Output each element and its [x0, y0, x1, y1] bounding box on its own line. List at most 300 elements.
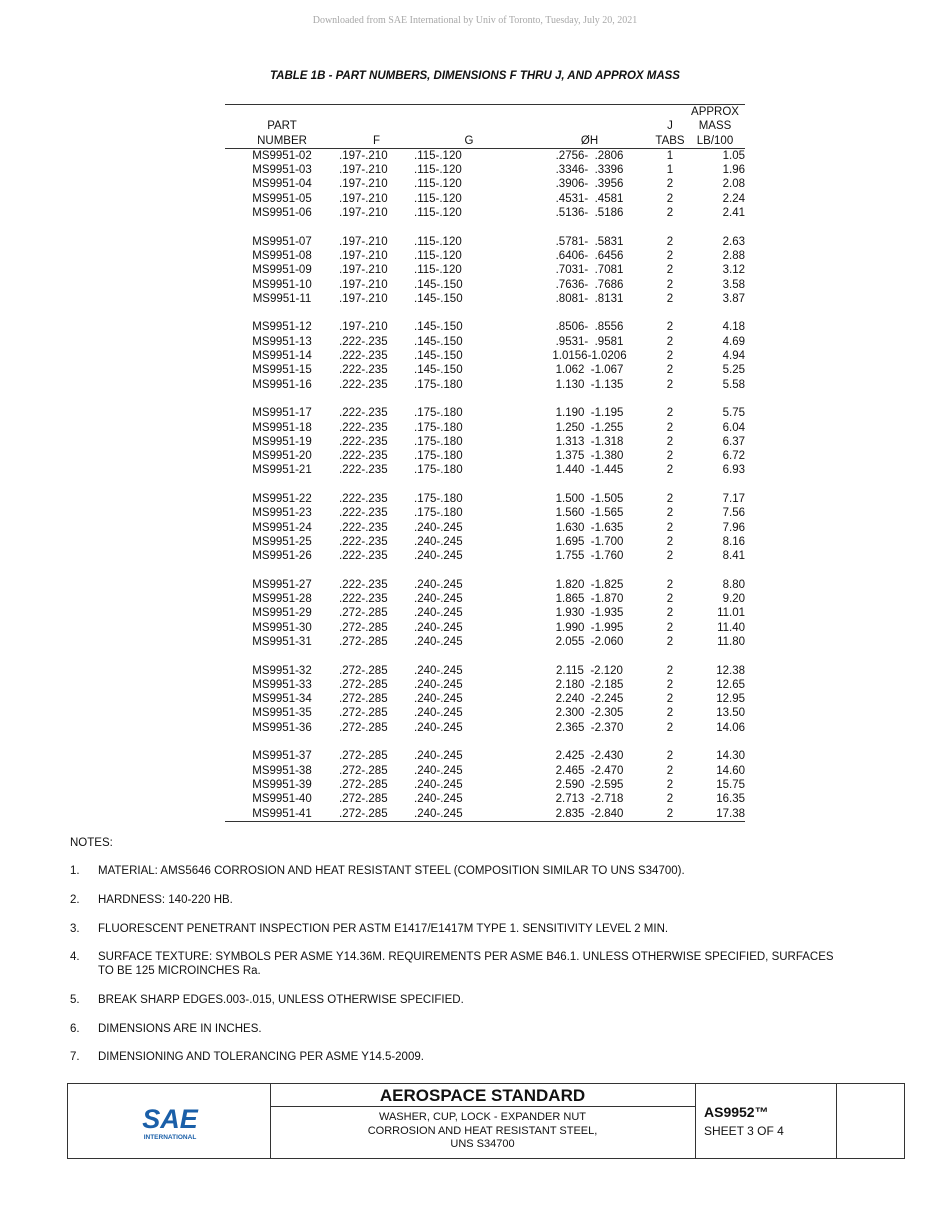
cell-mass: 6.04 [722, 421, 745, 434]
cell-f: .197-.210 [339, 249, 388, 262]
cell-mass: 3.58 [722, 278, 745, 291]
note-item [70, 1050, 850, 1064]
cell-mass: 5.75 [722, 407, 745, 420]
table-row [225, 278, 745, 292]
title-block-blank-cell [836, 1084, 904, 1158]
table-row [225, 492, 745, 506]
cell-j-tabs: 2 [666, 378, 674, 391]
cell-g: .240-.245 [414, 521, 463, 534]
cell-h: 2.180 -2.185 [555, 678, 624, 691]
cell-f: .222-.235 [339, 407, 388, 420]
cell-h: 2.425 -2.430 [555, 750, 624, 763]
table-row [225, 449, 745, 463]
cell-g: .240-.245 [414, 550, 463, 563]
cell-g: .145-.150 [414, 292, 463, 305]
cell-h: 1.930 -1.935 [555, 607, 624, 620]
cell-part-number: MS9951-04 [252, 178, 312, 191]
cell-part-number: MS9951-32 [252, 664, 312, 677]
cell-f: .197-.210 [339, 235, 388, 248]
cell-f: .272-.285 [339, 721, 388, 734]
table-row [225, 521, 745, 535]
table-row [225, 421, 745, 435]
table-row [225, 378, 745, 392]
cell-f: .222-.235 [339, 335, 388, 348]
cell-mass: 11.40 [717, 621, 745, 634]
cell-g: .240-.245 [414, 535, 463, 548]
cell-part-number: MS9951-24 [252, 521, 312, 534]
cell-part-number: MS9951-31 [252, 635, 312, 648]
cell-f: .197-.210 [339, 264, 388, 277]
table-row [225, 206, 745, 220]
cell-mass: 7.17 [722, 493, 745, 506]
cell-g: .175-.180 [414, 493, 463, 506]
cell-mass: 2.24 [722, 192, 745, 205]
cell-j-tabs: 2 [666, 507, 674, 520]
cell-h: .7636- .7686 [555, 278, 624, 291]
cell-part-number: MS9951-23 [252, 507, 312, 520]
table-header-row [225, 105, 745, 149]
cell-g: .175-.180 [414, 407, 463, 420]
cell-j-tabs: 2 [666, 292, 674, 305]
cell-mass: 7.56 [722, 507, 745, 520]
cell-j-tabs: 1 [666, 149, 674, 162]
cell-h: .3906- .3956 [555, 178, 624, 191]
cell-j-tabs: 2 [666, 664, 674, 677]
cell-part-number: MS9951-17 [252, 407, 312, 420]
cell-f: .222-.235 [339, 593, 388, 606]
cell-mass: 5.25 [722, 364, 745, 377]
cell-mass: 6.72 [722, 450, 745, 463]
cell-h: 1.313 -1.318 [555, 435, 624, 448]
cell-mass: 4.94 [722, 350, 745, 363]
cell-part-number: MS9951-30 [252, 621, 312, 634]
note-item [70, 993, 850, 1007]
table-body [225, 148, 745, 821]
document-number: AS9952™ [704, 1104, 769, 1120]
group-spacer [225, 649, 745, 663]
sae-logo [138, 1102, 202, 1142]
cell-j-tabs: 2 [666, 607, 674, 620]
note-text: DIMENSIONING AND TOLERANCING PER ASME Y14.5-2009. [98, 1051, 424, 1063]
cell-h: 2.465 -2.470 [555, 764, 624, 777]
cell-g: .115-.120 [414, 235, 462, 248]
note-text: HARDNESS: 140-220 HB. [98, 894, 233, 906]
cell-f: .197-.210 [339, 207, 388, 220]
cell-g: .145-.150 [414, 278, 463, 291]
cell-g: .175-.180 [414, 421, 463, 434]
cell-h: .9531- .9581 [555, 335, 624, 348]
cell-j-tabs: 2 [666, 635, 674, 648]
cell-j-tabs: 2 [666, 350, 674, 363]
table-row [225, 506, 745, 520]
cell-g: .175-.180 [414, 435, 463, 448]
table-row [225, 606, 745, 620]
table-row [225, 163, 745, 177]
cell-mass: 8.16 [722, 535, 745, 548]
cell-f: .222-.235 [339, 578, 388, 591]
table-row [225, 292, 745, 306]
cell-mass: 1.05 [722, 149, 745, 162]
cell-mass: 4.69 [722, 335, 745, 348]
table-row [225, 363, 745, 377]
cell-f: .197-.210 [339, 149, 388, 162]
table-title: TABLE 1B - PART NUMBERS, DIMENSIONS F THRU J, AND APPROX MASS [270, 70, 680, 82]
cell-mass: 12.38 [716, 664, 745, 677]
note-number: 1. [70, 865, 80, 877]
cell-part-number: MS9951-26 [252, 550, 312, 563]
table-row [225, 263, 745, 277]
table-row [225, 535, 745, 549]
cell-part-number: MS9951-10 [252, 278, 312, 291]
cell-f: .272-.285 [339, 764, 388, 777]
cell-f: .222-.235 [339, 521, 388, 534]
aerospace-standard-heading: AEROSPACE STANDARD [270, 1084, 695, 1107]
cell-j-tabs: 2 [666, 807, 674, 820]
note-text: SURFACE TEXTURE: SYMBOLS PER ASME Y14.36M. REQUIREMENTS PER ASME B46.1. UNLESS OTHERWISE SPECIFIED, SURFACES TO BE 125 MICROINCHES Ra. [98, 951, 834, 977]
cell-g: .240-.245 [414, 778, 463, 791]
cell-j-tabs: 2 [666, 192, 674, 205]
note-text: MATERIAL: AMS5646 CORROSION AND HEAT RESISTANT STEEL (COMPOSITION SIMILAR TO UNS S34700). [98, 865, 685, 877]
cell-part-number: MS9951-09 [252, 264, 312, 277]
cell-part-number: MS9951-06 [252, 207, 312, 220]
cell-j-tabs: 2 [666, 621, 674, 634]
cell-h: 1.990 -1.995 [555, 621, 624, 634]
cell-mass: 8.41 [722, 550, 745, 563]
cell-f: .222-.235 [339, 450, 388, 463]
cell-j-tabs: 2 [666, 464, 674, 477]
table-row [225, 749, 745, 763]
cell-g: .115-.120 [414, 249, 462, 262]
note-number: 4. [70, 951, 80, 963]
group-spacer [225, 735, 745, 749]
cell-g: .145-.150 [414, 335, 463, 348]
cell-h: 1.130 -1.135 [555, 378, 624, 391]
sae-logo-subtext: INTERNATIONAL [143, 1134, 197, 1141]
header-j-tabs: J TABS [655, 105, 685, 149]
cell-f: .222-.235 [339, 507, 388, 520]
cell-h: 2.055 -2.060 [555, 635, 624, 648]
table-row [225, 235, 745, 249]
cell-j-tabs: 2 [666, 593, 674, 606]
cell-h: 2.835 -2.840 [555, 807, 624, 820]
cell-g: .145-.150 [414, 364, 463, 377]
cell-mass: 16.35 [716, 793, 745, 806]
cell-j-tabs: 2 [666, 335, 674, 348]
cell-mass: 12.65 [716, 678, 745, 691]
description-line: WASHER, CUP, LOCK - EXPANDER NUT [379, 1111, 586, 1123]
cell-part-number: MS9951-34 [252, 693, 312, 706]
cell-g: .175-.180 [414, 507, 463, 520]
cell-mass: 13.50 [716, 707, 745, 720]
header-part-number: PART NUMBER [225, 105, 339, 149]
cell-g: .240-.245 [414, 578, 463, 591]
cell-g: .240-.245 [414, 750, 463, 763]
sheet-number: SHEET 3 OF 4 [704, 1124, 784, 1138]
cell-mass: 11.80 [717, 635, 745, 648]
cell-j-tabs: 1 [666, 164, 674, 177]
cell-mass: 6.93 [722, 464, 745, 477]
cell-h: 2.240 -2.245 [555, 693, 624, 706]
cell-part-number: MS9951-33 [252, 678, 312, 691]
cell-f: .272-.285 [339, 607, 388, 620]
cell-mass: 7.96 [722, 521, 745, 534]
cell-f: .222-.235 [339, 493, 388, 506]
cell-part-number: MS9951-38 [252, 764, 312, 777]
cell-h: .3346- .3396 [555, 164, 624, 177]
cell-h: .5781- .5831 [555, 235, 624, 248]
cell-f: .222-.235 [339, 421, 388, 434]
cell-h: 2.365 -2.370 [555, 721, 624, 734]
group-spacer [225, 564, 745, 578]
cell-h: 2.590 -2.595 [555, 778, 624, 791]
cell-mass: 3.87 [722, 292, 745, 305]
cell-g: .240-.245 [414, 664, 463, 677]
cell-g: .240-.245 [414, 635, 463, 648]
cell-f: .222-.235 [339, 364, 388, 377]
cell-h: .2756- .2806 [555, 149, 624, 162]
part-description [270, 1111, 695, 1152]
cell-j-tabs: 2 [666, 778, 674, 791]
cell-part-number: MS9951-41 [252, 807, 312, 820]
table-row [225, 706, 745, 720]
cell-part-number: MS9951-19 [252, 435, 312, 448]
cell-f: .197-.210 [339, 178, 388, 191]
table-row [225, 192, 745, 206]
table-row [225, 549, 745, 563]
cell-mass: 2.08 [722, 178, 745, 191]
cell-j-tabs: 2 [666, 249, 674, 262]
cell-f: .197-.210 [339, 321, 388, 334]
cell-g: .240-.245 [414, 607, 463, 620]
cell-j-tabs: 2 [666, 207, 674, 220]
cell-part-number: MS9951-20 [252, 450, 312, 463]
cell-j-tabs: 2 [666, 750, 674, 763]
cell-f: .272-.285 [339, 793, 388, 806]
cell-h: 1.250 -1.255 [555, 421, 624, 434]
cell-f: .222-.235 [339, 435, 388, 448]
cell-j-tabs: 2 [666, 693, 674, 706]
cell-f: .272-.285 [339, 635, 388, 648]
cell-part-number: MS9951-39 [252, 778, 312, 791]
cell-h: 1.0156-1.0206 [552, 350, 627, 363]
note-number: 2. [70, 894, 80, 906]
cell-f: .272-.285 [339, 778, 388, 791]
cell-f: .197-.210 [339, 192, 388, 205]
cell-f: .197-.210 [339, 164, 388, 177]
cell-g: .115-.120 [414, 264, 462, 277]
sae-logo-wordmark: SAE [142, 1104, 198, 1134]
group-spacer [225, 220, 745, 234]
cell-j-tabs: 2 [666, 178, 674, 191]
cell-part-number: MS9951-36 [252, 721, 312, 734]
parts-table [225, 104, 745, 822]
title-block [67, 1083, 905, 1159]
cell-j-tabs: 2 [666, 435, 674, 448]
table-row [225, 592, 745, 606]
cell-part-number: MS9951-15 [252, 364, 312, 377]
cell-h: 1.062 -1.067 [555, 364, 624, 377]
table-row [225, 778, 745, 792]
cell-mass: 2.63 [722, 235, 745, 248]
cell-g: .115-.120 [414, 164, 462, 177]
table-row [225, 678, 745, 692]
cell-h: .8081- .8131 [555, 292, 624, 305]
cell-part-number: MS9951-28 [252, 593, 312, 606]
table-row [225, 435, 745, 449]
note-number: 7. [70, 1051, 80, 1063]
table-row [225, 621, 745, 635]
note-item [70, 864, 850, 878]
cell-mass: 14.06 [716, 721, 745, 734]
cell-j-tabs: 2 [666, 407, 674, 420]
cell-mass: 2.88 [722, 249, 745, 262]
cell-part-number: MS9951-14 [252, 350, 312, 363]
cell-part-number: MS9951-21 [252, 464, 312, 477]
cell-mass: 14.60 [716, 764, 745, 777]
cell-g: .115-.120 [414, 192, 462, 205]
table-row [225, 764, 745, 778]
note-text: BREAK SHARP EDGES.003-.015, UNLESS OTHERWISE SPECIFIED. [98, 994, 464, 1006]
table-row [225, 792, 745, 806]
cell-f: .222-.235 [339, 464, 388, 477]
cell-h: .5136- .5186 [555, 207, 624, 220]
cell-j-tabs: 2 [666, 264, 674, 277]
cell-f: .272-.285 [339, 678, 388, 691]
table-row [225, 320, 745, 334]
cell-g: .240-.245 [414, 693, 463, 706]
description-line: CORROSION AND HEAT RESISTANT STEEL, [367, 1124, 598, 1137]
table-row [225, 807, 745, 822]
cell-j-tabs: 2 [666, 321, 674, 334]
cell-h: 1.440 -1.445 [555, 464, 624, 477]
cell-g: .240-.245 [414, 793, 463, 806]
cell-g: .240-.245 [414, 621, 463, 634]
cell-g: .240-.245 [414, 764, 463, 777]
title-block-document-cell [695, 1084, 837, 1158]
cell-part-number: MS9951-16 [252, 378, 312, 391]
cell-j-tabs: 2 [666, 578, 674, 591]
cell-part-number: MS9951-03 [252, 164, 312, 177]
table-row [225, 249, 745, 263]
cell-g: .240-.245 [414, 721, 463, 734]
cell-mass: 5.58 [722, 378, 745, 391]
cell-part-number: MS9951-29 [252, 607, 312, 620]
cell-part-number: MS9951-08 [252, 249, 312, 262]
cell-f: .222-.235 [339, 535, 388, 548]
cell-j-tabs: 2 [666, 421, 674, 434]
cell-f: .272-.285 [339, 807, 388, 820]
cell-mass: 1.96 [722, 164, 745, 177]
table-row [225, 635, 745, 649]
cell-h: 1.865 -1.870 [555, 593, 624, 606]
cell-f: .272-.285 [339, 621, 388, 634]
cell-h: .4531- .4581 [555, 192, 624, 205]
note-number: 6. [70, 1023, 80, 1035]
cell-g: .175-.180 [414, 464, 463, 477]
cell-part-number: MS9951-05 [252, 192, 312, 205]
cell-f: .222-.235 [339, 350, 388, 363]
header-h: ØH [524, 105, 655, 149]
cell-j-tabs: 2 [666, 764, 674, 777]
cell-j-tabs: 2 [666, 521, 674, 534]
title-block-logo-cell [68, 1084, 271, 1158]
table-row [225, 578, 745, 592]
cell-mass: 15.75 [716, 778, 745, 791]
cell-mass: 17.38 [716, 807, 745, 820]
cell-g: .115-.120 [414, 178, 462, 191]
note-item [70, 950, 850, 978]
description-line: UNS S34700 [450, 1138, 515, 1150]
cell-part-number: MS9951-11 [252, 292, 312, 305]
group-spacer [225, 306, 745, 320]
cell-j-tabs: 2 [666, 278, 674, 291]
note-text: FLUORESCENT PENETRANT INSPECTION PER ASTM E1417/E1417M TYPE 1. SENSITIVITY LEVEL 2 MIN. [98, 923, 669, 935]
cell-part-number: MS9951-07 [252, 235, 312, 248]
header-f: F [339, 105, 414, 149]
cell-h: 1.560 -1.565 [555, 507, 624, 520]
cell-h: 1.375 -1.380 [555, 450, 624, 463]
group-spacer [225, 392, 745, 406]
cell-j-tabs: 2 [666, 707, 674, 720]
cell-g: .240-.245 [414, 707, 463, 720]
cell-h: .8506- .8556 [555, 321, 624, 334]
cell-h: 2.300 -2.305 [555, 707, 624, 720]
cell-j-tabs: 2 [666, 550, 674, 563]
cell-j-tabs: 2 [666, 364, 674, 377]
download-watermark: Downloaded from SAE International by Univ of Toronto, Tuesday, July 20, 2021 [312, 15, 638, 26]
cell-j-tabs: 2 [666, 793, 674, 806]
cell-part-number: MS9951-35 [252, 707, 312, 720]
cell-h: 1.500 -1.505 [555, 493, 624, 506]
table-row [225, 721, 745, 735]
note-number: 5. [70, 994, 80, 1006]
note-text: DIMENSIONS ARE IN INCHES. [98, 1023, 262, 1035]
cell-h: 1.190 -1.195 [555, 407, 624, 420]
cell-h: 1.755 -1.760 [555, 550, 624, 563]
cell-g: .240-.245 [414, 593, 463, 606]
cell-g: .175-.180 [414, 378, 463, 391]
cell-h: 1.630 -1.635 [555, 521, 624, 534]
cell-j-tabs: 2 [666, 493, 674, 506]
table-row [225, 692, 745, 706]
cell-j-tabs: 2 [666, 235, 674, 248]
cell-part-number: MS9951-27 [252, 578, 312, 591]
cell-h: .7031- .7081 [555, 264, 624, 277]
cell-f: .222-.235 [339, 550, 388, 563]
cell-mass: 11.01 [717, 607, 745, 620]
cell-mass: 9.20 [722, 593, 745, 606]
cell-part-number: MS9951-22 [252, 493, 312, 506]
note-item [70, 893, 850, 907]
note-item [70, 922, 850, 936]
cell-g: .145-.150 [414, 321, 463, 334]
cell-h: 1.695 -1.700 [555, 535, 624, 548]
cell-f: .222-.235 [339, 378, 388, 391]
cell-mass: 2.41 [722, 207, 745, 220]
cell-f: .272-.285 [339, 750, 388, 763]
table-row [225, 406, 745, 420]
cell-g: .240-.245 [414, 807, 463, 820]
cell-j-tabs: 2 [666, 678, 674, 691]
table-row [225, 335, 745, 349]
cell-j-tabs: 2 [666, 535, 674, 548]
notes-heading: NOTES: [70, 837, 113, 849]
title-block-description-cell [270, 1084, 696, 1158]
cell-mass: 12.95 [716, 693, 745, 706]
table-row [225, 664, 745, 678]
cell-h: 1.820 -1.825 [555, 578, 624, 591]
cell-j-tabs: 2 [666, 450, 674, 463]
